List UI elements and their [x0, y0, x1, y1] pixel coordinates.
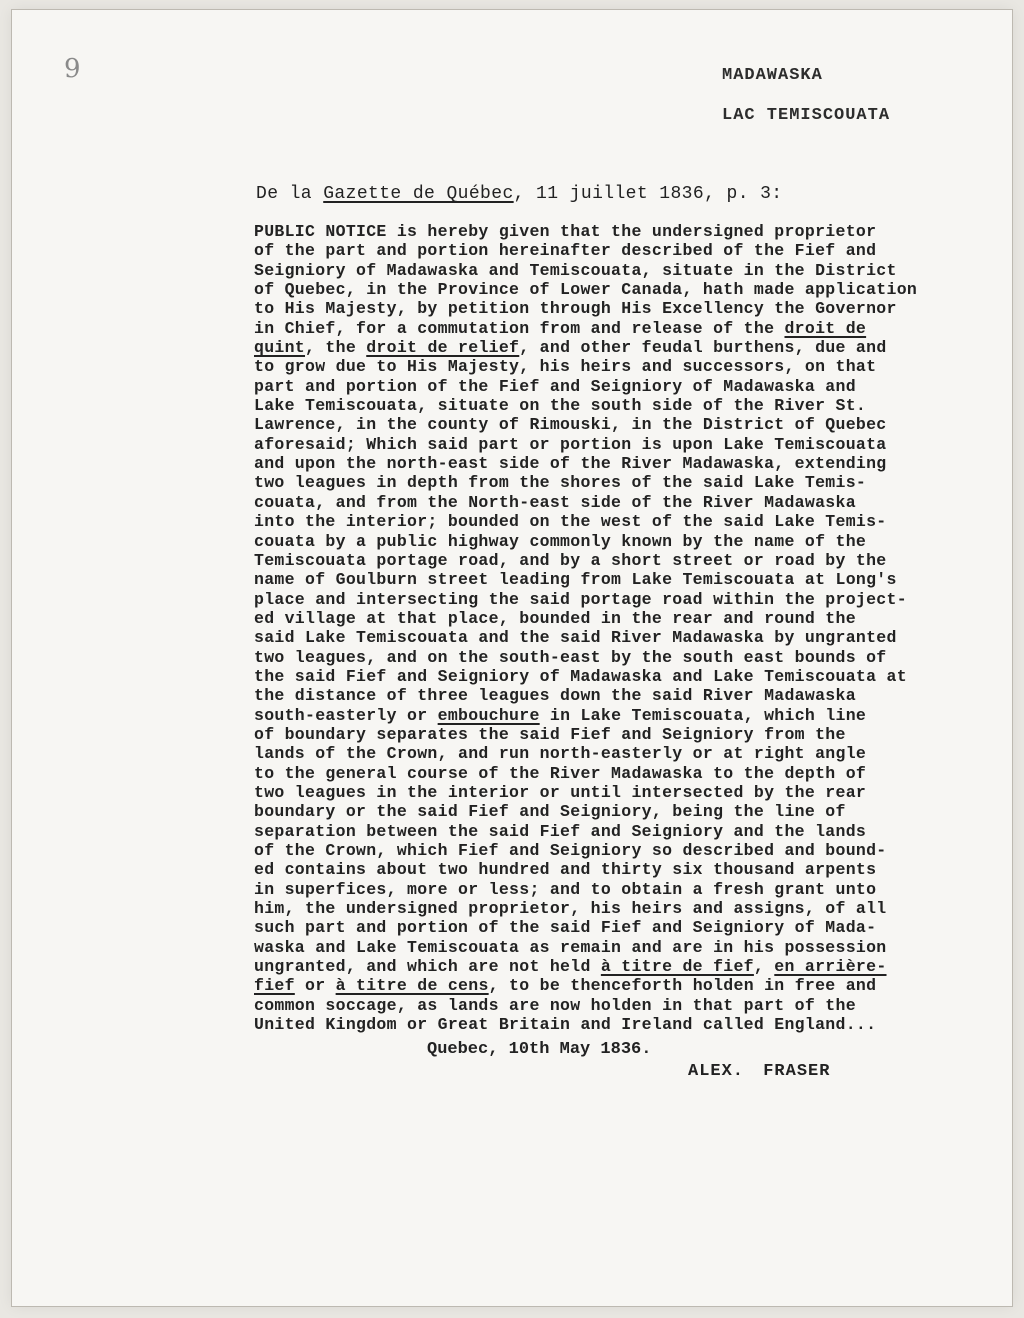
- header-line-lac-temiscouata: LAC TEMISCOUATA: [722, 106, 891, 125]
- notice-line: ed village at that place, bounded in the rear and round the: [254, 608, 856, 628]
- signature: ALEX. FRASER: [688, 1062, 831, 1081]
- notice-line: fief or à titre de cens, to be thenceforth holden in free and: [254, 976, 877, 996]
- document-page: [12, 10, 1012, 1306]
- notice-line: of boundary separates the said Fief and Seigniory from the: [254, 724, 846, 744]
- underlined-term: embouchure: [437, 705, 540, 725]
- notice-line: in Chief, for a commutation from and release of the droit de: [254, 318, 867, 338]
- notice-line: two leagues, and on the south-east by the south east bounds of: [254, 647, 887, 667]
- notice-line: in superfices, more or less; and to obtain a fresh grant unto: [254, 879, 877, 899]
- notice-line: aforesaid; Which said part or portion is upon Lake Temiscouata: [254, 434, 887, 454]
- citation-suffix: , 11 juillet 1836, p. 3:: [513, 184, 783, 204]
- notice-line: of the part and portion hereinafter described of the Fief and: [254, 241, 877, 261]
- dateline: Quebec, 10th May 1836.: [427, 1040, 652, 1059]
- underlined-term: fief: [254, 976, 295, 996]
- citation-source: Gazette de Québec: [323, 184, 514, 204]
- notice-line: to grow due to His Majesty, his heirs and successors, on that: [254, 357, 877, 377]
- notice-line: Seigniory of Madawaska and Temiscouata, situate in the District: [254, 260, 897, 280]
- notice-line: and upon the north-east side of the River Madawaska, extending: [254, 454, 887, 474]
- notice-line: to His Majesty, by petition through His Excellency the Governor: [254, 299, 897, 319]
- notice-line: such part and portion of the said Fief and Seigniory of Mada-: [254, 918, 877, 938]
- public-notice-body: [254, 222, 1014, 1034]
- notice-line: him, the undersigned proprietor, his heirs and assigns, of all: [254, 899, 887, 919]
- header-line-madawaska: MADAWASKA: [722, 66, 823, 85]
- citation: [256, 184, 783, 204]
- notice-line: the distance of three leagues down the said River Madawaska: [254, 686, 856, 706]
- notice-line: United Kingdom or Great Britain and Ireland called England...: [254, 1015, 877, 1035]
- notice-line: couata, and from the North-east side of the River Madawaska: [254, 492, 856, 512]
- notice-line: common soccage, as lands are now holden in that part of the: [254, 995, 856, 1015]
- citation-prefix: De la: [256, 184, 324, 204]
- notice-line: quint, the droit de relief, and other feudal burthens, due and: [254, 338, 887, 358]
- notice-line: said Lake Temiscouata and the said River Madawaska by ungranted: [254, 628, 897, 648]
- notice-line: lands of the Crown, and run north-easterly or at right angle: [254, 744, 867, 764]
- notice-line: the said Fief and Seigniory of Madawaska and Lake Temiscouata at: [254, 666, 907, 686]
- underlined-term: droit de: [784, 318, 867, 338]
- underlined-term: en arrière-: [774, 957, 887, 977]
- notice-line: ed contains about two hundred and thirty six thousand arpents: [254, 860, 877, 880]
- underlined-term: à titre de fief: [600, 957, 754, 977]
- notice-line: two leagues in the interior or until intersected by the rear: [254, 782, 867, 802]
- folio-number: 9: [64, 54, 81, 84]
- underlined-term: quint: [254, 338, 306, 358]
- notice-line: Temiscouata portage road, and by a short street or road by the: [254, 550, 887, 570]
- notice-line: Lake Temiscouata, situate on the south side of the River St.: [254, 396, 867, 416]
- notice-line: of Quebec, in the Province of Lower Canada, hath made application: [254, 280, 918, 300]
- notice-line: PUBLIC NOTICE is hereby given that the undersigned proprietor: [254, 222, 877, 241]
- notice-line: into the interior; bounded on the west of the said Lake Temis-: [254, 512, 887, 532]
- notice-line: place and intersecting the said portage road within the project-: [254, 589, 907, 609]
- notice-line: south-easterly or embouchure in Lake Temiscouata, which line: [254, 705, 867, 725]
- notice-line: of the Crown, which Fief and Seigniory so described and bound-: [254, 841, 887, 860]
- notice-line: name of Goulburn street leading from Lake Temiscouata at Long's: [254, 570, 897, 590]
- notice-line: two leagues in depth from the shores of the said Lake Temis-: [254, 473, 867, 493]
- notice-line: couata by a public highway commonly known by the name of the: [254, 531, 867, 551]
- underlined-term: à titre de cens: [335, 976, 489, 996]
- notice-line: boundary or the said Fief and Seigniory, being the line of: [254, 802, 846, 822]
- notice-line: to the general course of the River Madawaska to the depth of: [254, 763, 867, 783]
- notice-line: waska and Lake Temiscouata as remain and are in his possession: [254, 937, 887, 957]
- notice-line: ungranted, and which are not held à titre de fief, en arrière-: [254, 957, 887, 977]
- notice-line: separation between the said Fief and Seigniory and the lands: [254, 821, 867, 841]
- notice-line: Lawrence, in the county of Rimouski, in the District of Quebec: [254, 415, 887, 435]
- underlined-term: droit de relief: [366, 338, 520, 358]
- notice-line: part and portion of the Fief and Seigniory of Madawaska and: [254, 376, 856, 396]
